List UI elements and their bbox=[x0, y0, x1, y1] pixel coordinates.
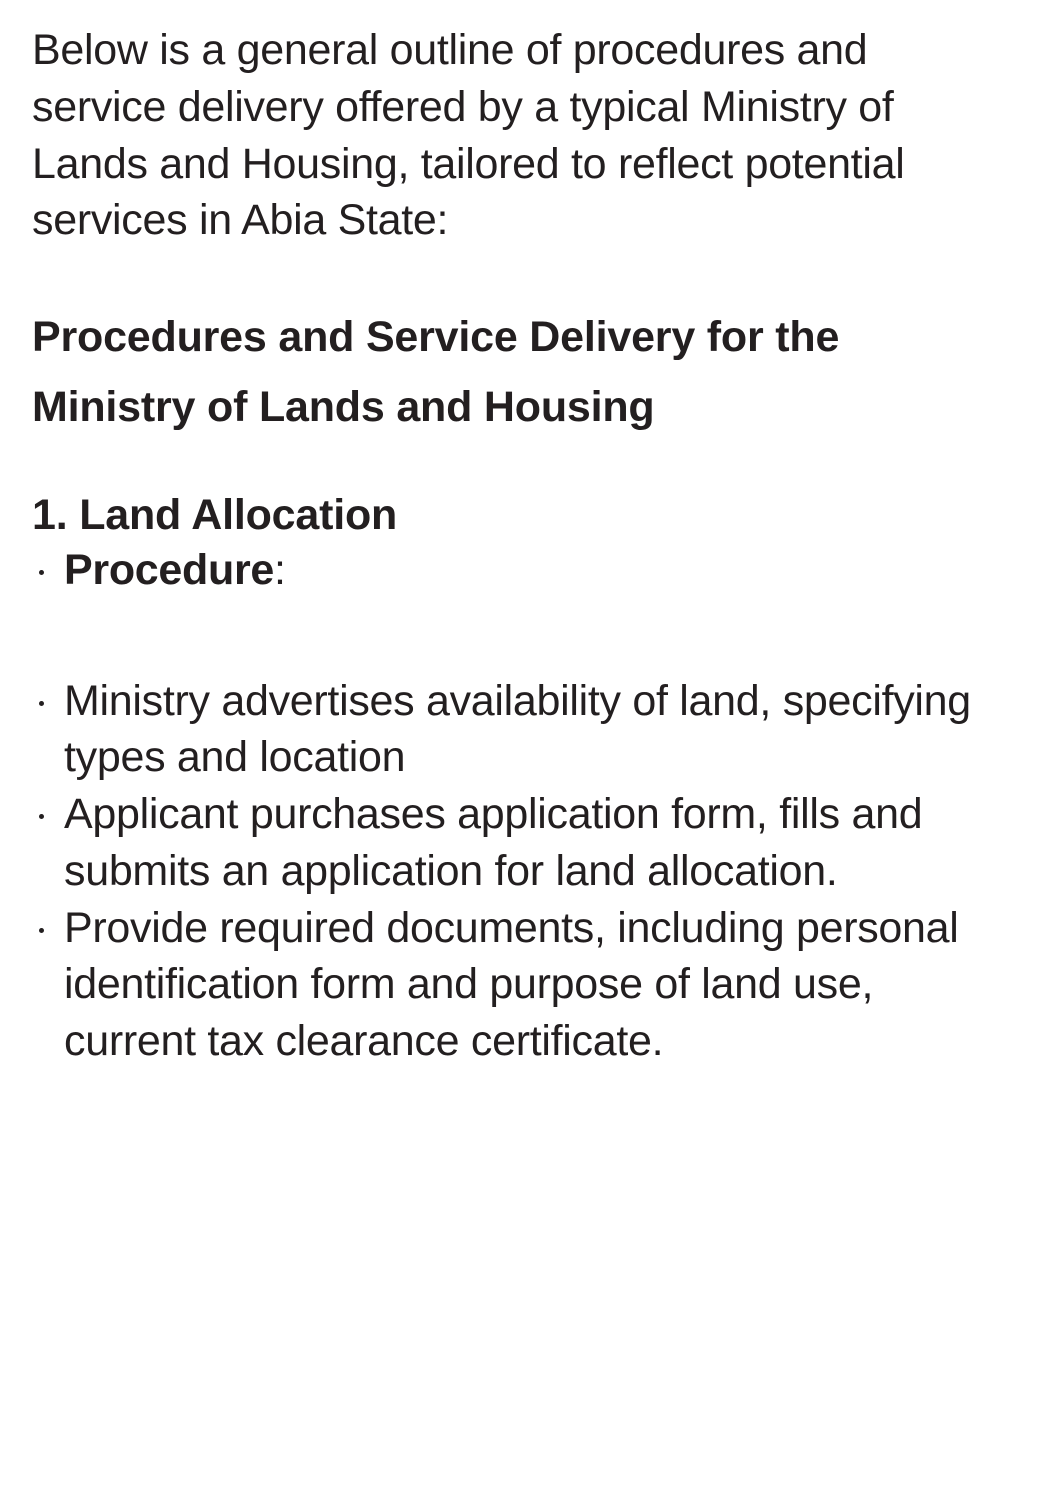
section-heading-land-allocation: 1. Land Allocation bbox=[32, 491, 398, 540]
intro-paragraph: Below is a general outline of procedures and service delivery offered by a typical Ministry of Lands and Housing, tailored to reflect potential services in Abia State: bbox=[32, 26, 905, 245]
procedure-colon: : bbox=[274, 545, 286, 594]
procedure-steps-list bbox=[32, 673, 1002, 1070]
page-title: Procedures and Service Delivery for the Ministry of Lands and Housing bbox=[32, 313, 840, 431]
list-item: Ministry advertises availability of land, specifying types and location bbox=[32, 673, 1002, 787]
spacer bbox=[32, 599, 1002, 673]
procedure-label: Procedure bbox=[64, 545, 274, 594]
list-item: Provide required documents, including personal identification form and purpose of land use, current tax clearance certificate. bbox=[32, 900, 1002, 1070]
list-item bbox=[32, 542, 1002, 599]
spacer bbox=[32, 442, 1002, 490]
list-item: Applicant purchases application form, fills and submits an application for land allocation. bbox=[32, 786, 1002, 900]
spacer bbox=[32, 249, 1002, 303]
procedure-label-list bbox=[32, 542, 1002, 599]
